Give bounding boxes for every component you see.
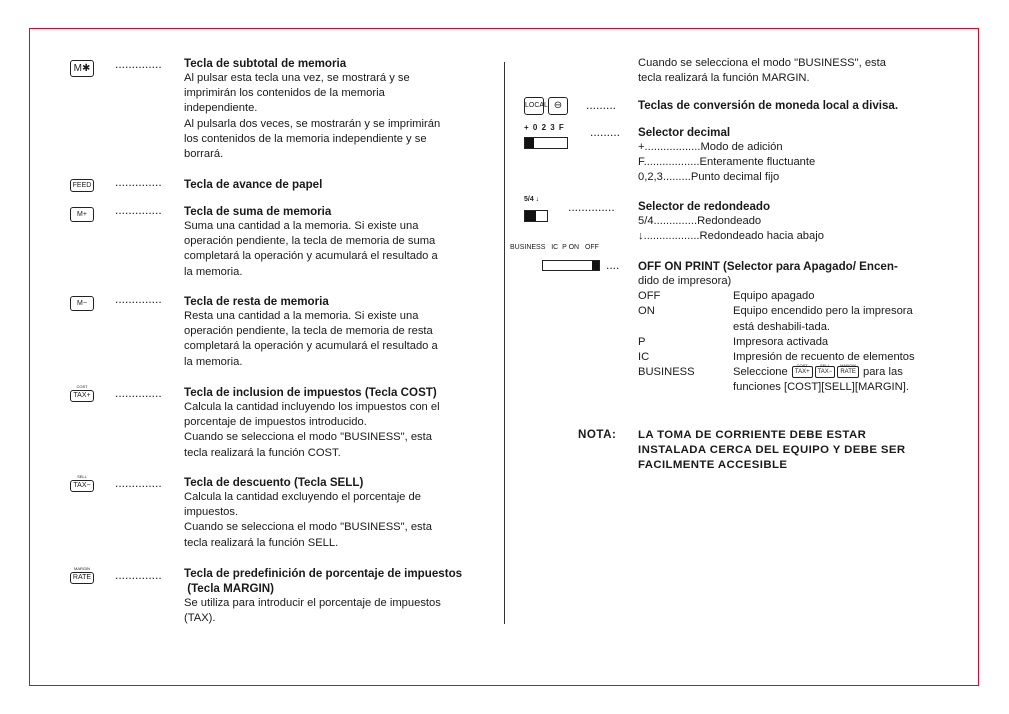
mode-key: ON — [638, 305, 655, 318]
decimal-switch-labels: + 0 2 3 F — [524, 123, 565, 132]
power-modes-table — [638, 289, 940, 395]
body-line: Cuando se selecciona el modo "BUSINESS", esta — [184, 521, 432, 534]
body-line: impuestos. — [184, 506, 239, 519]
power-switch-labels: BUSINESS IC P ON OFF — [510, 244, 599, 251]
mode-desc: Impresión de recuento de elementos — [733, 351, 915, 364]
leader-dots: .............. — [115, 292, 162, 306]
section-title: Tecla de descuento (Tecla SELL) — [184, 476, 364, 489]
mode-key: OFF — [638, 290, 661, 303]
sell-label: SELL — [77, 474, 87, 479]
section-title-cont: (Tecla MARGIN) — [184, 582, 274, 595]
body-line: +..................Modo de adición — [638, 141, 783, 153]
section-title: OFF ON PRINT (Selector para Apagado/ Encen- — [638, 260, 898, 273]
section-title: Tecla de resta de memoria — [184, 295, 329, 308]
section-subtitle: dido de impresora) — [638, 275, 732, 287]
body-line: F..................Enteramente fluctuante — [638, 156, 816, 169]
body-line: Calcula la cantidad incluyendo los impuestos con el — [184, 401, 440, 413]
body-line: imprimirán los contenidos de la memoria — [184, 87, 385, 100]
rounding-section — [638, 199, 940, 244]
body-line: independiente. — [184, 102, 258, 115]
memory-subtotal-key-icon: M✱ — [70, 60, 94, 77]
body-line: completará la operación y acumulará el resultado a — [184, 340, 438, 353]
power-switch-icon — [542, 260, 600, 271]
tax-plus-section — [184, 385, 486, 461]
power-section — [638, 259, 940, 396]
margin-label: MARGIN — [74, 566, 90, 571]
leader-dots: .............. — [115, 203, 162, 217]
body-line: Cuando se selecciona el modo "BUSINESS", esta — [638, 57, 886, 69]
note-label: NOTA: — [578, 428, 617, 441]
body-line: operación pendiente, la tecla de memoria de suma — [184, 235, 436, 248]
body-line: la memoria. — [184, 355, 243, 368]
feed-key-icon: FEED — [70, 179, 94, 192]
section-title: Selector de redondeado — [638, 200, 771, 213]
decimal-section — [638, 125, 940, 186]
leader-dots: .............. — [115, 568, 162, 582]
mode-key — [638, 380, 733, 395]
body-line: 0,2,3.........Punto decimal fijo — [638, 171, 780, 184]
mode-desc: está deshabili-tada. — [733, 320, 831, 333]
mode-desc-business — [733, 365, 940, 380]
body-line: Suma una cantidad a la memoria. Si existe una — [184, 220, 419, 232]
body-line: Calcula la cantidad excluyendo el porcentaje de — [184, 491, 421, 503]
memory-minus-section — [184, 294, 486, 370]
body-line: 5/4..............Redondeado — [638, 215, 762, 227]
section-title: Tecla de inclusion de impuestos (Tecla COST) — [184, 386, 437, 399]
leader-dots: .... — [606, 258, 620, 272]
leader-dots: .............. — [568, 200, 615, 214]
body-line: borrará. — [184, 148, 224, 161]
section-title: Selector decimal — [638, 126, 731, 139]
mode-desc: Equipo apagado — [733, 290, 815, 303]
body-line: ↓..................Redondeado hacia abajo — [638, 230, 824, 243]
section-title: Tecla de subtotal de memoria — [184, 57, 347, 70]
body-line: tecla realizará la función MARGIN. — [638, 72, 810, 85]
body-line: porcentaje de impuestos introducido. — [184, 416, 367, 429]
memory-minus-key-icon: M− — [70, 296, 94, 311]
paper-feed-section — [184, 177, 486, 192]
mode-desc: Impresora activada — [733, 335, 829, 348]
memory-plus-key-icon: M+ — [70, 207, 94, 222]
tax-minus-mini-key-icon: SELL TAX− — [815, 366, 836, 378]
body-line: completará la operación y acumulará el resultado a — [184, 250, 438, 263]
mode-key: BUSINESS — [638, 366, 695, 379]
body-line: tecla realizará la función COST. — [184, 446, 341, 459]
mode-key: P — [638, 335, 646, 348]
body-line: operación pendiente, la tecla de memoria de resta — [184, 325, 433, 338]
mode-desc: Equipo encendido pero la impresora — [733, 305, 913, 318]
tax-minus-section — [184, 475, 486, 551]
memory-plus-section — [184, 204, 486, 280]
memory-subtotal-section — [184, 56, 486, 162]
currency-key-icon: ⊖ — [548, 97, 568, 115]
rate-mini-key-icon: MARGIN RATE — [837, 366, 859, 378]
section-title: Tecla de suma de memoria — [184, 205, 332, 218]
note-line: INSTALADA CERCA DEL EQUIPO Y DEBE SER — [638, 444, 906, 456]
body-line: Se utiliza para introducir el porcentaje de impuestos — [184, 597, 441, 609]
decimal-switch-icon — [524, 137, 568, 149]
tax-minus-key-icon: TAX− — [70, 480, 94, 492]
body-line: los contenidos de la memoria independiente y se — [184, 132, 427, 145]
rate-section — [184, 566, 486, 626]
mode-desc: funciones [COST][SELL][MARGIN]. — [733, 381, 909, 394]
rounding-switch-labels: 5/4 ↓ — [524, 196, 540, 203]
business-tail: para las — [862, 366, 903, 379]
leader-dots: .............. — [115, 175, 162, 189]
body-line: (TAX). — [184, 612, 216, 625]
leader-dots: .............. — [115, 476, 162, 490]
leader-dots: ......... — [590, 125, 621, 139]
rate-key-icon: RATE — [70, 572, 94, 584]
note-line: FACILMENTE ACCESIBLE — [638, 459, 788, 471]
section-title: Teclas de conversión de moneda local a divisa. — [638, 99, 899, 112]
rounding-switch-icon — [524, 210, 548, 222]
mode-key: IC — [638, 351, 650, 364]
leader-dots: .............. — [115, 386, 162, 400]
body-line: tecla realizará la función SELL. — [184, 536, 339, 549]
leader-dots: ......... — [586, 98, 617, 112]
section-title: Tecla de predefinición de porcentaje de impuestos — [184, 567, 463, 580]
body-line: Al pulsar esta tecla una vez, se mostrará y se — [184, 72, 410, 84]
body-line: la memoria. — [184, 265, 243, 278]
note-text — [638, 428, 940, 473]
local-key-icon: LOCAL — [524, 97, 544, 115]
cost-label: COST — [76, 384, 88, 389]
conversion-section — [638, 98, 940, 113]
body-line: Al pulsarla dos veces, se mostrarán y se imprimirán — [184, 117, 441, 130]
section-title: Tecla de avance de papel — [184, 178, 323, 191]
leader-dots: .............. — [115, 57, 162, 71]
body-line: Resta una cantidad a la memoria. Si existe una — [184, 310, 419, 322]
body-line: Cuando se selecciona el modo "BUSINESS", esta — [184, 431, 432, 444]
column-divider — [504, 62, 505, 624]
margin-intro — [638, 56, 940, 86]
tax-plus-key-icon: TAX+ — [70, 390, 94, 402]
note-line: LA TOMA DE CORRIENTE DEBE ESTAR — [638, 429, 867, 441]
mode-key — [638, 320, 733, 335]
tax-plus-mini-key-icon: COST TAX+ — [792, 366, 813, 378]
mode-desc: Seleccione — [733, 366, 788, 379]
